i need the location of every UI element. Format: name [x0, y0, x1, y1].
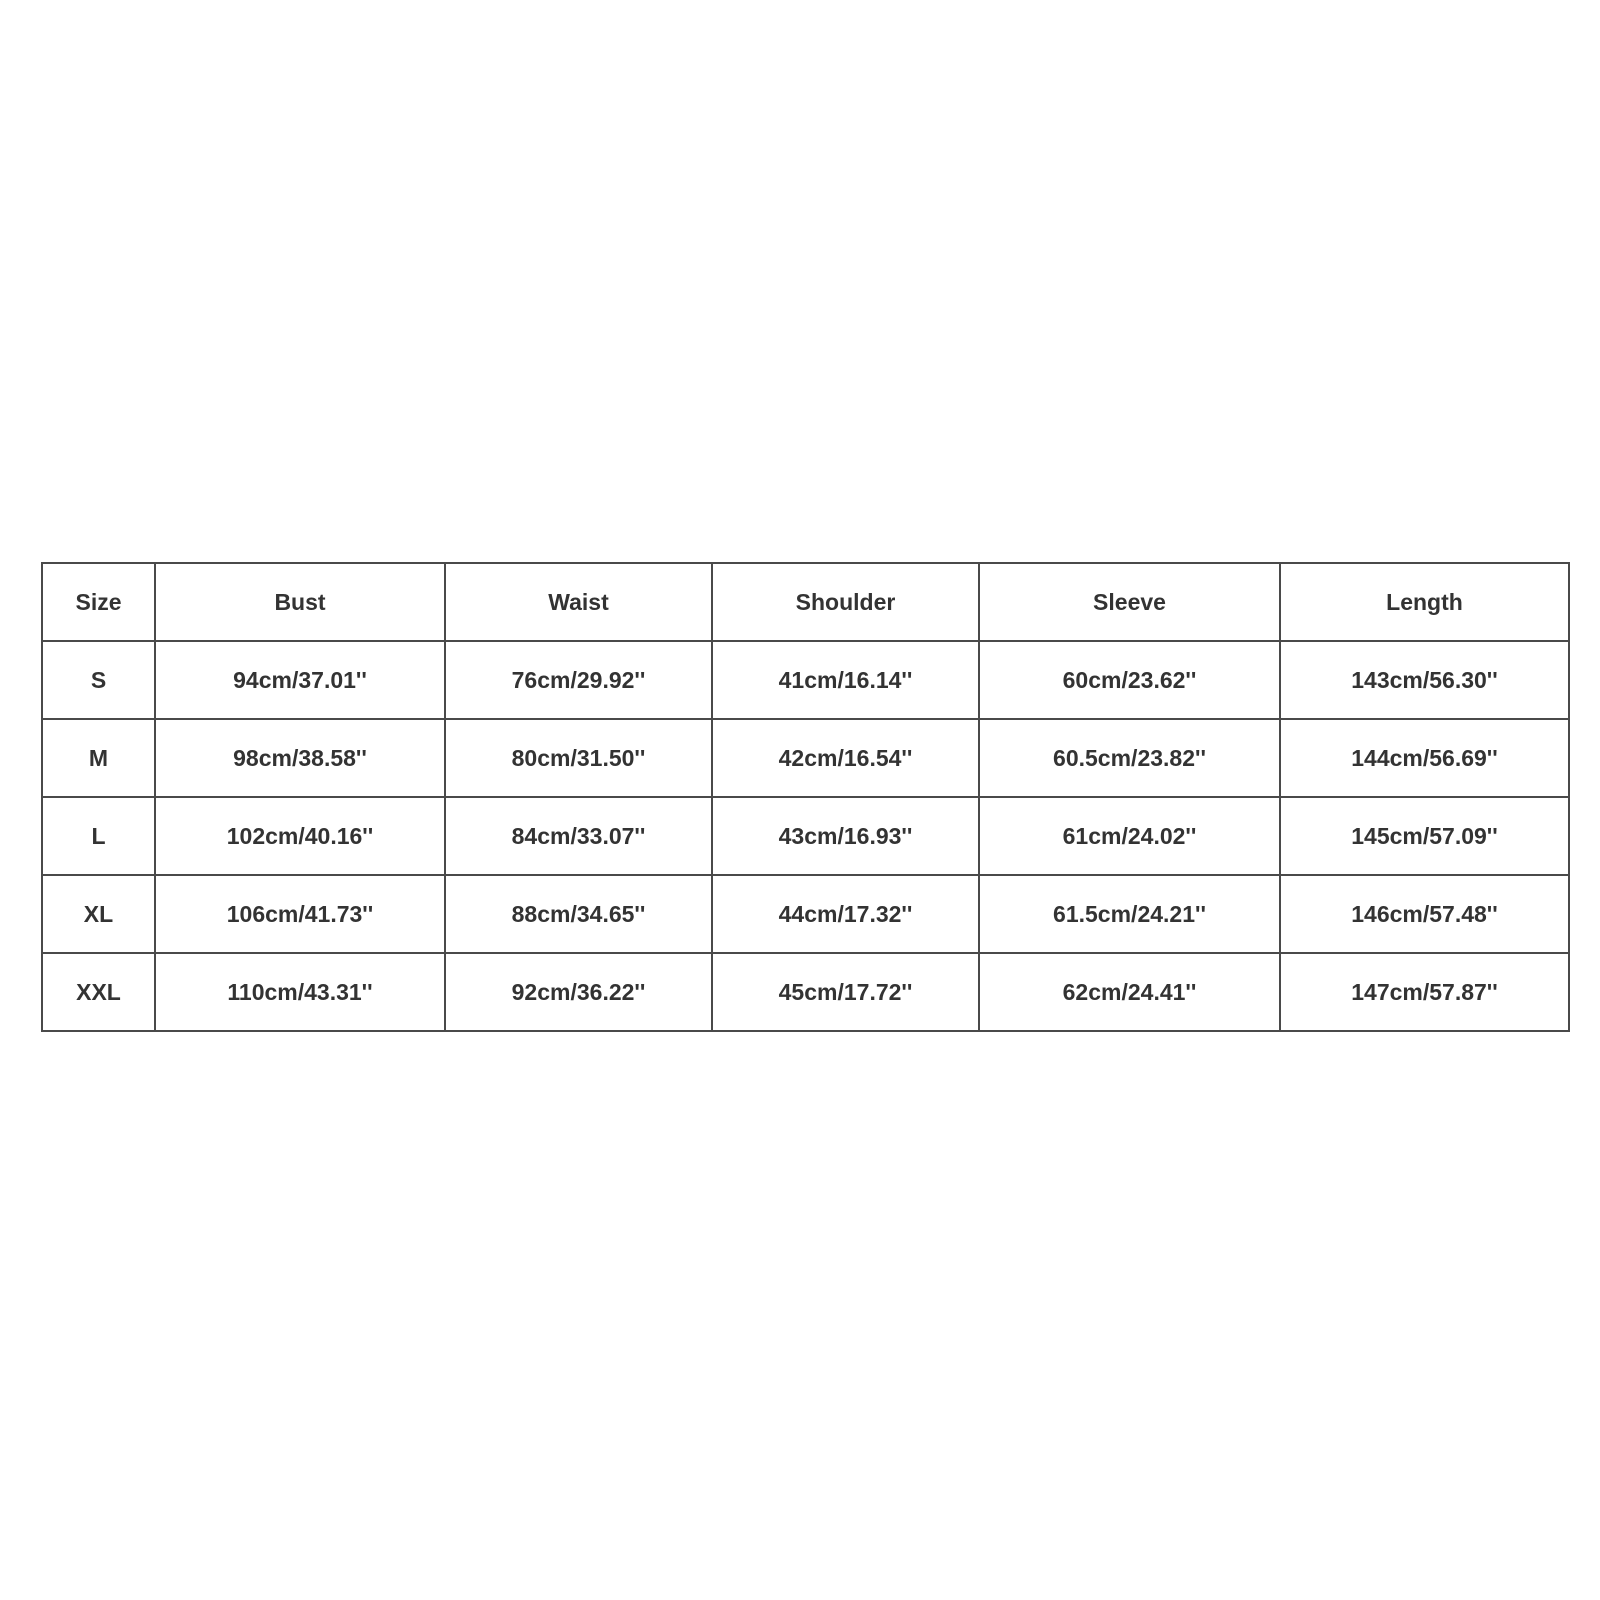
cell-bust: 94cm/37.01'': [155, 641, 445, 719]
cell-waist: 84cm/33.07'': [445, 797, 712, 875]
header-size: Size: [42, 563, 155, 641]
table-row: [42, 719, 1569, 797]
header-shoulder: Shoulder: [712, 563, 979, 641]
header-sleeve: Sleeve: [979, 563, 1280, 641]
cell-sleeve: 60.5cm/23.82'': [979, 719, 1280, 797]
cell-sleeve: 61cm/24.02'': [979, 797, 1280, 875]
table-row: [42, 641, 1569, 719]
cell-size: M: [42, 719, 155, 797]
cell-size: XXL: [42, 953, 155, 1031]
cell-shoulder: 43cm/16.93'': [712, 797, 979, 875]
cell-bust: 110cm/43.31'': [155, 953, 445, 1031]
cell-sleeve: 62cm/24.41'': [979, 953, 1280, 1031]
header-bust: Bust: [155, 563, 445, 641]
cell-length: 146cm/57.48'': [1280, 875, 1569, 953]
table-row: [42, 797, 1569, 875]
cell-length: 143cm/56.30'': [1280, 641, 1569, 719]
cell-bust: 98cm/38.58'': [155, 719, 445, 797]
cell-length: 145cm/57.09'': [1280, 797, 1569, 875]
cell-waist: 76cm/29.92'': [445, 641, 712, 719]
cell-size: XL: [42, 875, 155, 953]
cell-size: L: [42, 797, 155, 875]
cell-bust: 106cm/41.73'': [155, 875, 445, 953]
header-waist: Waist: [445, 563, 712, 641]
cell-shoulder: 44cm/17.32'': [712, 875, 979, 953]
table-row: [42, 953, 1569, 1031]
cell-waist: 92cm/36.22'': [445, 953, 712, 1031]
cell-sleeve: 60cm/23.62'': [979, 641, 1280, 719]
header-length: Length: [1280, 563, 1569, 641]
cell-sleeve: 61.5cm/24.21'': [979, 875, 1280, 953]
cell-waist: 80cm/31.50'': [445, 719, 712, 797]
cell-length: 147cm/57.87'': [1280, 953, 1569, 1031]
cell-shoulder: 45cm/17.72'': [712, 953, 979, 1031]
cell-shoulder: 41cm/16.14'': [712, 641, 979, 719]
cell-bust: 102cm/40.16'': [155, 797, 445, 875]
table-header-row: [42, 563, 1569, 641]
cell-length: 144cm/56.69'': [1280, 719, 1569, 797]
size-chart-table: [41, 562, 1570, 1032]
cell-shoulder: 42cm/16.54'': [712, 719, 979, 797]
cell-size: S: [42, 641, 155, 719]
cell-waist: 88cm/34.65'': [445, 875, 712, 953]
table-row: [42, 875, 1569, 953]
